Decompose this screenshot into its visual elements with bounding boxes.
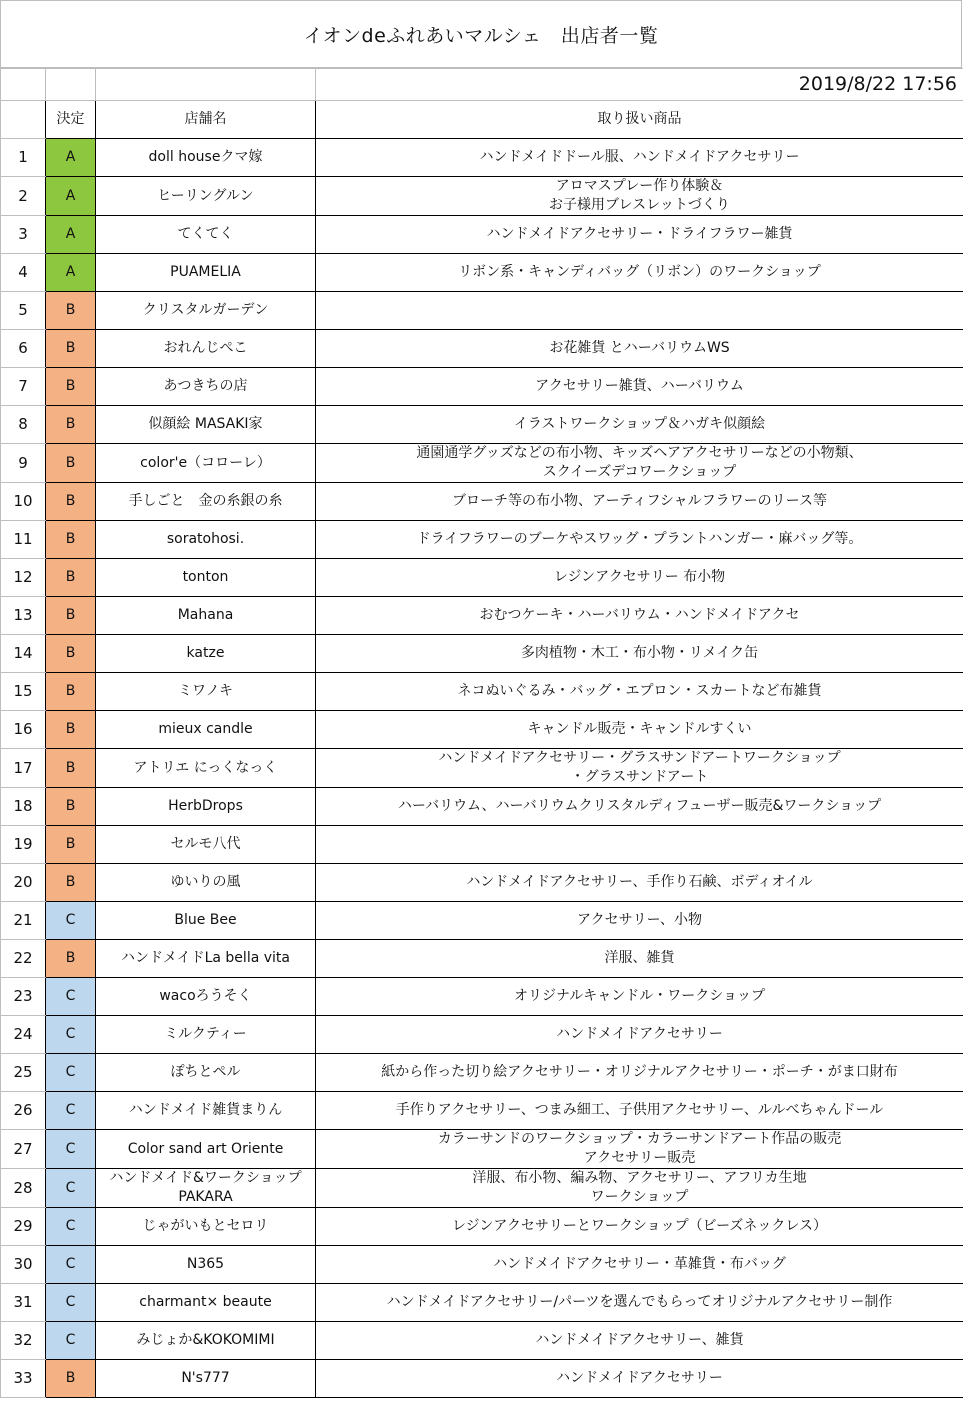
decision-grade: B (46, 673, 96, 711)
shop-name: アトリエ にっくなっく (96, 749, 316, 788)
products: ハンドメイドアクセサリー・グラスサンドアートワークショップ ・グラスサンドアート (316, 749, 963, 788)
table-row (1, 368, 963, 406)
shop-name: ミワノキ (96, 673, 316, 711)
row-number: 12 (1, 559, 46, 597)
products: ハンドメイドドール服、ハンドメイドアクセサリー (316, 139, 963, 177)
table-row (1, 673, 963, 711)
products: カラーサンドのワークショップ・カラーサンドアート作品の販売 アクセサリー販売 (316, 1130, 963, 1169)
shop-name: Mahana (96, 597, 316, 635)
table-row (1, 521, 963, 559)
decision-grade: B (46, 444, 96, 483)
products: 紙から作った切り絵アクセサリー・オリジナルアクセサリー・ポーチ・がま口財布 (316, 1054, 963, 1092)
products: ハンドメイドアクセサリー (316, 1360, 963, 1398)
decision-grade: C (46, 1208, 96, 1246)
table-row (1, 864, 963, 902)
row-number: 1 (1, 139, 46, 177)
shop-name: PUAMELIA (96, 254, 316, 292)
decision-grade: B (46, 788, 96, 826)
shop-name: セルモ八代 (96, 826, 316, 864)
decision-grade: B (46, 521, 96, 559)
table-row (1, 788, 963, 826)
shop-name: おれんじぺこ (96, 330, 316, 368)
decision-grade: C (46, 1246, 96, 1284)
table-row (1, 940, 963, 978)
decision-grade: B (46, 864, 96, 902)
decision-grade: B (46, 368, 96, 406)
row-number: 15 (1, 673, 46, 711)
table-row (1, 139, 963, 177)
vendor-table (0, 68, 963, 1398)
row-number: 31 (1, 1284, 46, 1322)
decision-grade: C (46, 1284, 96, 1322)
shop-name: クリスタルガーデン (96, 292, 316, 330)
decision-grade: C (46, 1169, 96, 1208)
row-number: 11 (1, 521, 46, 559)
products: お花雑貨 とハーバリウムWS (316, 330, 963, 368)
header-products: 取り扱い商品 (316, 101, 963, 139)
empty-cell (96, 69, 316, 101)
shop-name: Color sand art Oriente (96, 1130, 316, 1169)
vendor-table-body (1, 69, 963, 1398)
products: ドライフラワーのブーケやスワッグ・プラントハンガー・麻バッグ等。 (316, 521, 963, 559)
table-row (1, 749, 963, 788)
row-number: 23 (1, 978, 46, 1016)
products: 手作りアクセサリー、つまみ細工、子供用アクセサリー、ルルべちゃんドール (316, 1092, 963, 1130)
decision-grade: C (46, 978, 96, 1016)
decision-grade: B (46, 483, 96, 521)
shop-name: ハンドメイドLa bella vita (96, 940, 316, 978)
shop-name: ミルクティー (96, 1016, 316, 1054)
decision-grade: C (46, 1054, 96, 1092)
row-number: 28 (1, 1169, 46, 1208)
table-row (1, 559, 963, 597)
row-number: 5 (1, 292, 46, 330)
products: イラストワークショップ＆ハガキ似顔絵 (316, 406, 963, 444)
shop-name: wacoろうそく (96, 978, 316, 1016)
row-number: 18 (1, 788, 46, 826)
shop-name: doll houseクマ嫁 (96, 139, 316, 177)
table-row (1, 635, 963, 673)
shop-name: ハンドメイド雑貨まりん (96, 1092, 316, 1130)
products: ハンドメイドアクセサリー、雑貨 (316, 1322, 963, 1360)
products: 多肉植物・木工・布小物・リメイク缶 (316, 635, 963, 673)
table-row (1, 1092, 963, 1130)
row-number: 4 (1, 254, 46, 292)
row-number: 25 (1, 1054, 46, 1092)
row-number: 16 (1, 711, 46, 749)
products: 洋服、雑貨 (316, 940, 963, 978)
row-number: 21 (1, 902, 46, 940)
shop-name: mieux candle (96, 711, 316, 749)
shop-name: 手しごと 金の糸銀の糸 (96, 483, 316, 521)
table-row (1, 177, 963, 216)
products: リボン系・キャンディバッグ（リボン）のワークショップ (316, 254, 963, 292)
table-row (1, 711, 963, 749)
row-number: 29 (1, 1208, 46, 1246)
decision-grade: A (46, 177, 96, 216)
row-number: 7 (1, 368, 46, 406)
decision-grade: B (46, 559, 96, 597)
products: ハンドメイドアクセサリー・ドライフラワー雑貨 (316, 216, 963, 254)
products: アロマスプレー作り体験＆ お子様用ブレスレットづくり (316, 177, 963, 216)
shop-name: みじょか&KOKOMIMI (96, 1322, 316, 1360)
products: レジンアクセサリー 布小物 (316, 559, 963, 597)
header-decision: 決定 (46, 101, 96, 139)
shop-name: color'e（コローレ） (96, 444, 316, 483)
shop-name: N365 (96, 1246, 316, 1284)
table-row (1, 826, 963, 864)
table-row (1, 1169, 963, 1208)
decision-grade: B (46, 940, 96, 978)
products (316, 826, 963, 864)
decision-grade: C (46, 902, 96, 940)
row-number: 2 (1, 177, 46, 216)
decision-grade: B (46, 292, 96, 330)
products: 洋服、布小物、編み物、アクセサリー、アフリカ生地 ワークショップ (316, 1169, 963, 1208)
shop-name: katze (96, 635, 316, 673)
row-number: 17 (1, 749, 46, 788)
shop-name: あつきちの店 (96, 368, 316, 406)
row-number: 19 (1, 826, 46, 864)
row-number: 20 (1, 864, 46, 902)
shop-name: Blue Bee (96, 902, 316, 940)
shop-name: charmant× beaute (96, 1284, 316, 1322)
row-number: 32 (1, 1322, 46, 1360)
table-row (1, 292, 963, 330)
decision-grade: C (46, 1322, 96, 1360)
products: ハンドメイドアクセサリー、手作り石鹸、ボディオイル (316, 864, 963, 902)
table-row (1, 254, 963, 292)
shop-name: ヒーリングルン (96, 177, 316, 216)
shop-name: ゆいりの風 (96, 864, 316, 902)
shop-name: ぽちとペル (96, 1054, 316, 1092)
header-shop-name: 店舗名 (96, 101, 316, 139)
table-row (1, 483, 963, 521)
empty-cell (1, 101, 46, 139)
decision-grade: B (46, 406, 96, 444)
row-number: 26 (1, 1092, 46, 1130)
shop-name: soratohosi. (96, 521, 316, 559)
shop-name: ハンドメイド&ワークショップ PAKARA (96, 1169, 316, 1208)
table-row (1, 1016, 963, 1054)
decision-grade: B (46, 330, 96, 368)
row-number: 8 (1, 406, 46, 444)
table-row (1, 1054, 963, 1092)
decision-grade: B (46, 635, 96, 673)
row-number: 33 (1, 1360, 46, 1398)
shop-name: 似顔絵 MASAKI家 (96, 406, 316, 444)
row-number: 30 (1, 1246, 46, 1284)
products: オリジナルキャンドル・ワークショップ (316, 978, 963, 1016)
products: レジンアクセサリーとワークショップ（ビーズネックレス） (316, 1208, 963, 1246)
table-row (1, 1360, 963, 1398)
table-row (1, 597, 963, 635)
table-row (1, 406, 963, 444)
empty-cell (1, 69, 46, 101)
decision-grade: B (46, 711, 96, 749)
products: ネコぬいぐるみ・バッグ・エプロン・スカートなど布雑貨 (316, 673, 963, 711)
decision-grade: B (46, 826, 96, 864)
shop-name: tonton (96, 559, 316, 597)
row-number: 24 (1, 1016, 46, 1054)
decision-grade: B (46, 1360, 96, 1398)
page-title: イオンdeふれあいマルシェ 出店者一覧 (0, 0, 962, 68)
row-number: 9 (1, 444, 46, 483)
table-row (1, 1130, 963, 1169)
table-row (1, 978, 963, 1016)
table-row (1, 330, 963, 368)
table-row (1, 444, 963, 483)
row-number: 3 (1, 216, 46, 254)
decision-grade: A (46, 139, 96, 177)
shop-name: てくてく (96, 216, 316, 254)
empty-cell (46, 69, 96, 101)
decision-grade: B (46, 749, 96, 788)
row-number: 10 (1, 483, 46, 521)
products: キャンドル販売・キャンドルすくい (316, 711, 963, 749)
shop-name: N's777 (96, 1360, 316, 1398)
table-row (1, 1284, 963, 1322)
products: ハーバリウム、ハーバリウムクリスタルディフューザー販売&ワークショップ (316, 788, 963, 826)
decision-grade: A (46, 254, 96, 292)
shop-name: じゃがいもとセロリ (96, 1208, 316, 1246)
header-row (1, 101, 963, 139)
decision-grade: C (46, 1092, 96, 1130)
row-number: 13 (1, 597, 46, 635)
products: ハンドメイドアクセサリー・革雑貨・布バッグ (316, 1246, 963, 1284)
decision-grade: A (46, 216, 96, 254)
table-row (1, 1208, 963, 1246)
products (316, 292, 963, 330)
products: 通園通学グッズなどの布小物、キッズヘアアクセサリーなどの小物類、 スクイーズデコワークショップ (316, 444, 963, 483)
table-row (1, 902, 963, 940)
decision-grade: B (46, 597, 96, 635)
row-number: 6 (1, 330, 46, 368)
timestamp-row (1, 69, 963, 101)
table-row (1, 216, 963, 254)
table-row (1, 1246, 963, 1284)
products: おむつケーキ・ハーバリウム・ハンドメイドアクセ (316, 597, 963, 635)
row-number: 22 (1, 940, 46, 978)
products: ハンドメイドアクセサリー (316, 1016, 963, 1054)
decision-grade: C (46, 1016, 96, 1054)
products: ブローチ等の布小物、アーティフシャルフラワーのリース等 (316, 483, 963, 521)
decision-grade: C (46, 1130, 96, 1169)
row-number: 14 (1, 635, 46, 673)
products: アクセサリー雑貨、ハーバリウム (316, 368, 963, 406)
timestamp: 2019/8/22 17:56 (316, 69, 963, 101)
table-row (1, 1322, 963, 1360)
products: アクセサリー、小物 (316, 902, 963, 940)
shop-name: HerbDrops (96, 788, 316, 826)
row-number: 27 (1, 1130, 46, 1169)
products: ハンドメイドアクセサリー/パーツを選んでもらってオリジナルアクセサリー制作 (316, 1284, 963, 1322)
